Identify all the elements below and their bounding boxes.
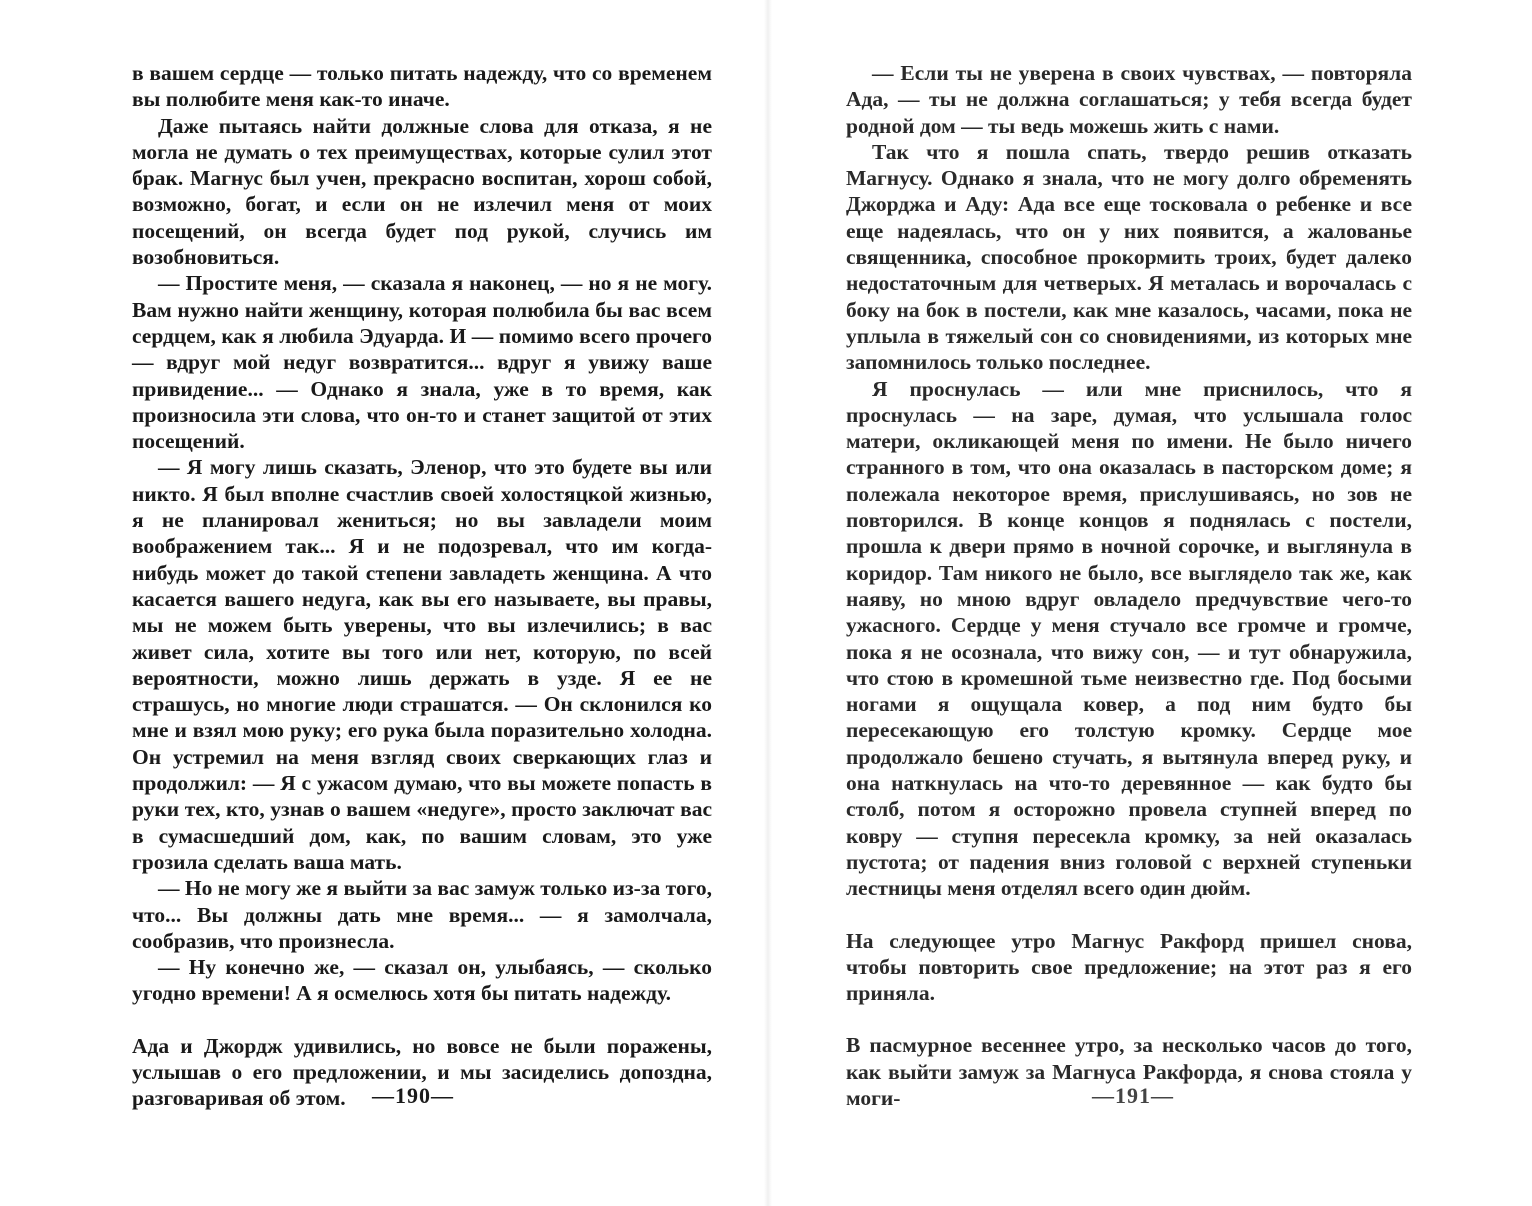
paragraph: — Но не могу же я выйти за вас замуж только из-за того, что... Вы должны дать мне время... — я замолчала, сообразив, что произнесла. <box>132 876 712 953</box>
paragraph: — Ну конечно же, — сказал он, улыбаясь, — сколько угодно времени! А я осмелюсь хотя бы питать надежду. <box>132 955 712 1006</box>
paragraph: — Если ты не уверена в своих чувствах, — повторяла Ада, — ты не должна соглашаться; у тебя всегда будет родной дом — ты ведь можешь жить с нами. <box>846 61 1412 138</box>
paragraph: Ада и Джордж удивились, но вовсе не были поражены, услышав о его предложении, и мы засиделись допоздна, разговаривая об этом. <box>132 1033 712 1111</box>
paragraph: Даже пытаясь найти должные слова для отказа, я не могла не думать о тех преимуществах, которые сулил этот брак. Магнус был учен, прекрасно воспитан, хорош собой, возможно, богат, и если он не излечил меня от моих посещений, он всегда будет под рукой, случись им возобновиться. <box>132 113 712 270</box>
paragraph: — Простите меня, — сказала я наконец, — но я не могу. Вам нужно найти женщину, которая полюбила бы вас всем сердцем, как я любила Эдуарда. И — помимо всего прочего — вдруг мой недуг возвратится... вдруг я увижу ваше привидение... — Однако я знала, уже в то время, как произносила эти слова, что он-то и станет защитой от этих посещений. <box>132 271 712 454</box>
paragraph: Так что я пошла спать, твердо решив отказать Магнусу. Однако я знала, что не могу долго обременять Джорджа и Аду: Ада все еще тосковала о ребенке и все еще надеялась, что он у них появится, а жалованье священника, способное прокормить троих, будет далеко недостаточным для четверых. Я металась и ворочалась с боку на бок в постели, как мне казалось, часами, пока не уплыла в тяжелый сон со сновидениями, из которых мне запомнилось только последнее. <box>846 139 1412 375</box>
paragraph: в вашем сердце — только питать надежду, что со временем вы полюбите меня как-то иначе. <box>132 61 712 112</box>
left-page-text <box>132 60 712 1112</box>
right-page <box>846 60 1412 1111</box>
page-number-left: —190— <box>372 1083 454 1108</box>
paragraph: Я проснулась — или мне приснилось, что я проснулась — на заре, думая, что услышала голос матери, окликающей меня по имени. Не было ничего странного в том, что она оказалась в пасторском доме; я полежала некоторое время, прислушиваясь, но зов не повторился. В конце концов я поднялась с постели, прошла к двери прямо в ночной сорочке, и выглянула в коридор. Там никого не было, все выглядело так же, как наяву, но мною вдруг овладело предчувствие чего-то ужасного. Сердце у меня стучало все громче и громче, пока я не осознала, что вижу сон, — и тут обнаружила, что стою в кромешной тьме неизвестно где. Под босыми ногами я ощущала ковер, а под ним будто бы пересекающую его толстую кромку. Сердце мое продолжало бешено стучать, я вытянула вперед руку, и она наткнулась на что-то деревянное — как будто бы столб, потом я осторожно провела ступней вперед по ковру — ступня пересекла кромку, за ней оказалась пустота; от падения вниз головой с верхней ступеньки лестницы меня отделял всего один дюйм. <box>846 376 1412 901</box>
paragraph: В пасмурное весеннее утро, за несколько часов до того, как выйти замуж за Магнуса Ракфорда, я снова стояла у моги- <box>846 1033 1412 1110</box>
page-number-right: —191— <box>1092 1083 1174 1108</box>
paragraph: — Я могу лишь сказать, Эленор, что это будете вы или никто. Я был вполне счастлив своей холостяцкой жизнью, я не планировал жениться; но вы завладели моим воображением так... Я и не подозревал, что им когда-нибудь может до такой степени завладеть женщина. А что касается вашего недуга, как вы его называете, вы правы, мы не можем быть уверены, что вы излечились; в вас живет сила, хотите вы того или нет, которую, по всей вероятности, можно лишь держать в узде. Я ее не страшусь, но многие люди страшатся. — Он склонился ко мне и взял мою руку; его рука была поразительно холодна. Он устремил на меня взгляд своих сверкающих глаз и продолжил: — Я с ужасом думаю, что вы можете попасть в руки тех, кто, узнав о вашем «недуге», просто заключат вас в сумасшедший дом, как, по вашим словам, это уже грозила сделать ваша мать. <box>132 455 712 874</box>
book-gutter <box>764 0 772 1206</box>
paragraph: На следующее утро Магнус Ракфорд пришел снова, чтобы повторить свое предложение; на этот раз я его приняла. <box>846 928 1412 1006</box>
left-page <box>132 60 712 1112</box>
right-page-text <box>846 60 1412 1111</box>
